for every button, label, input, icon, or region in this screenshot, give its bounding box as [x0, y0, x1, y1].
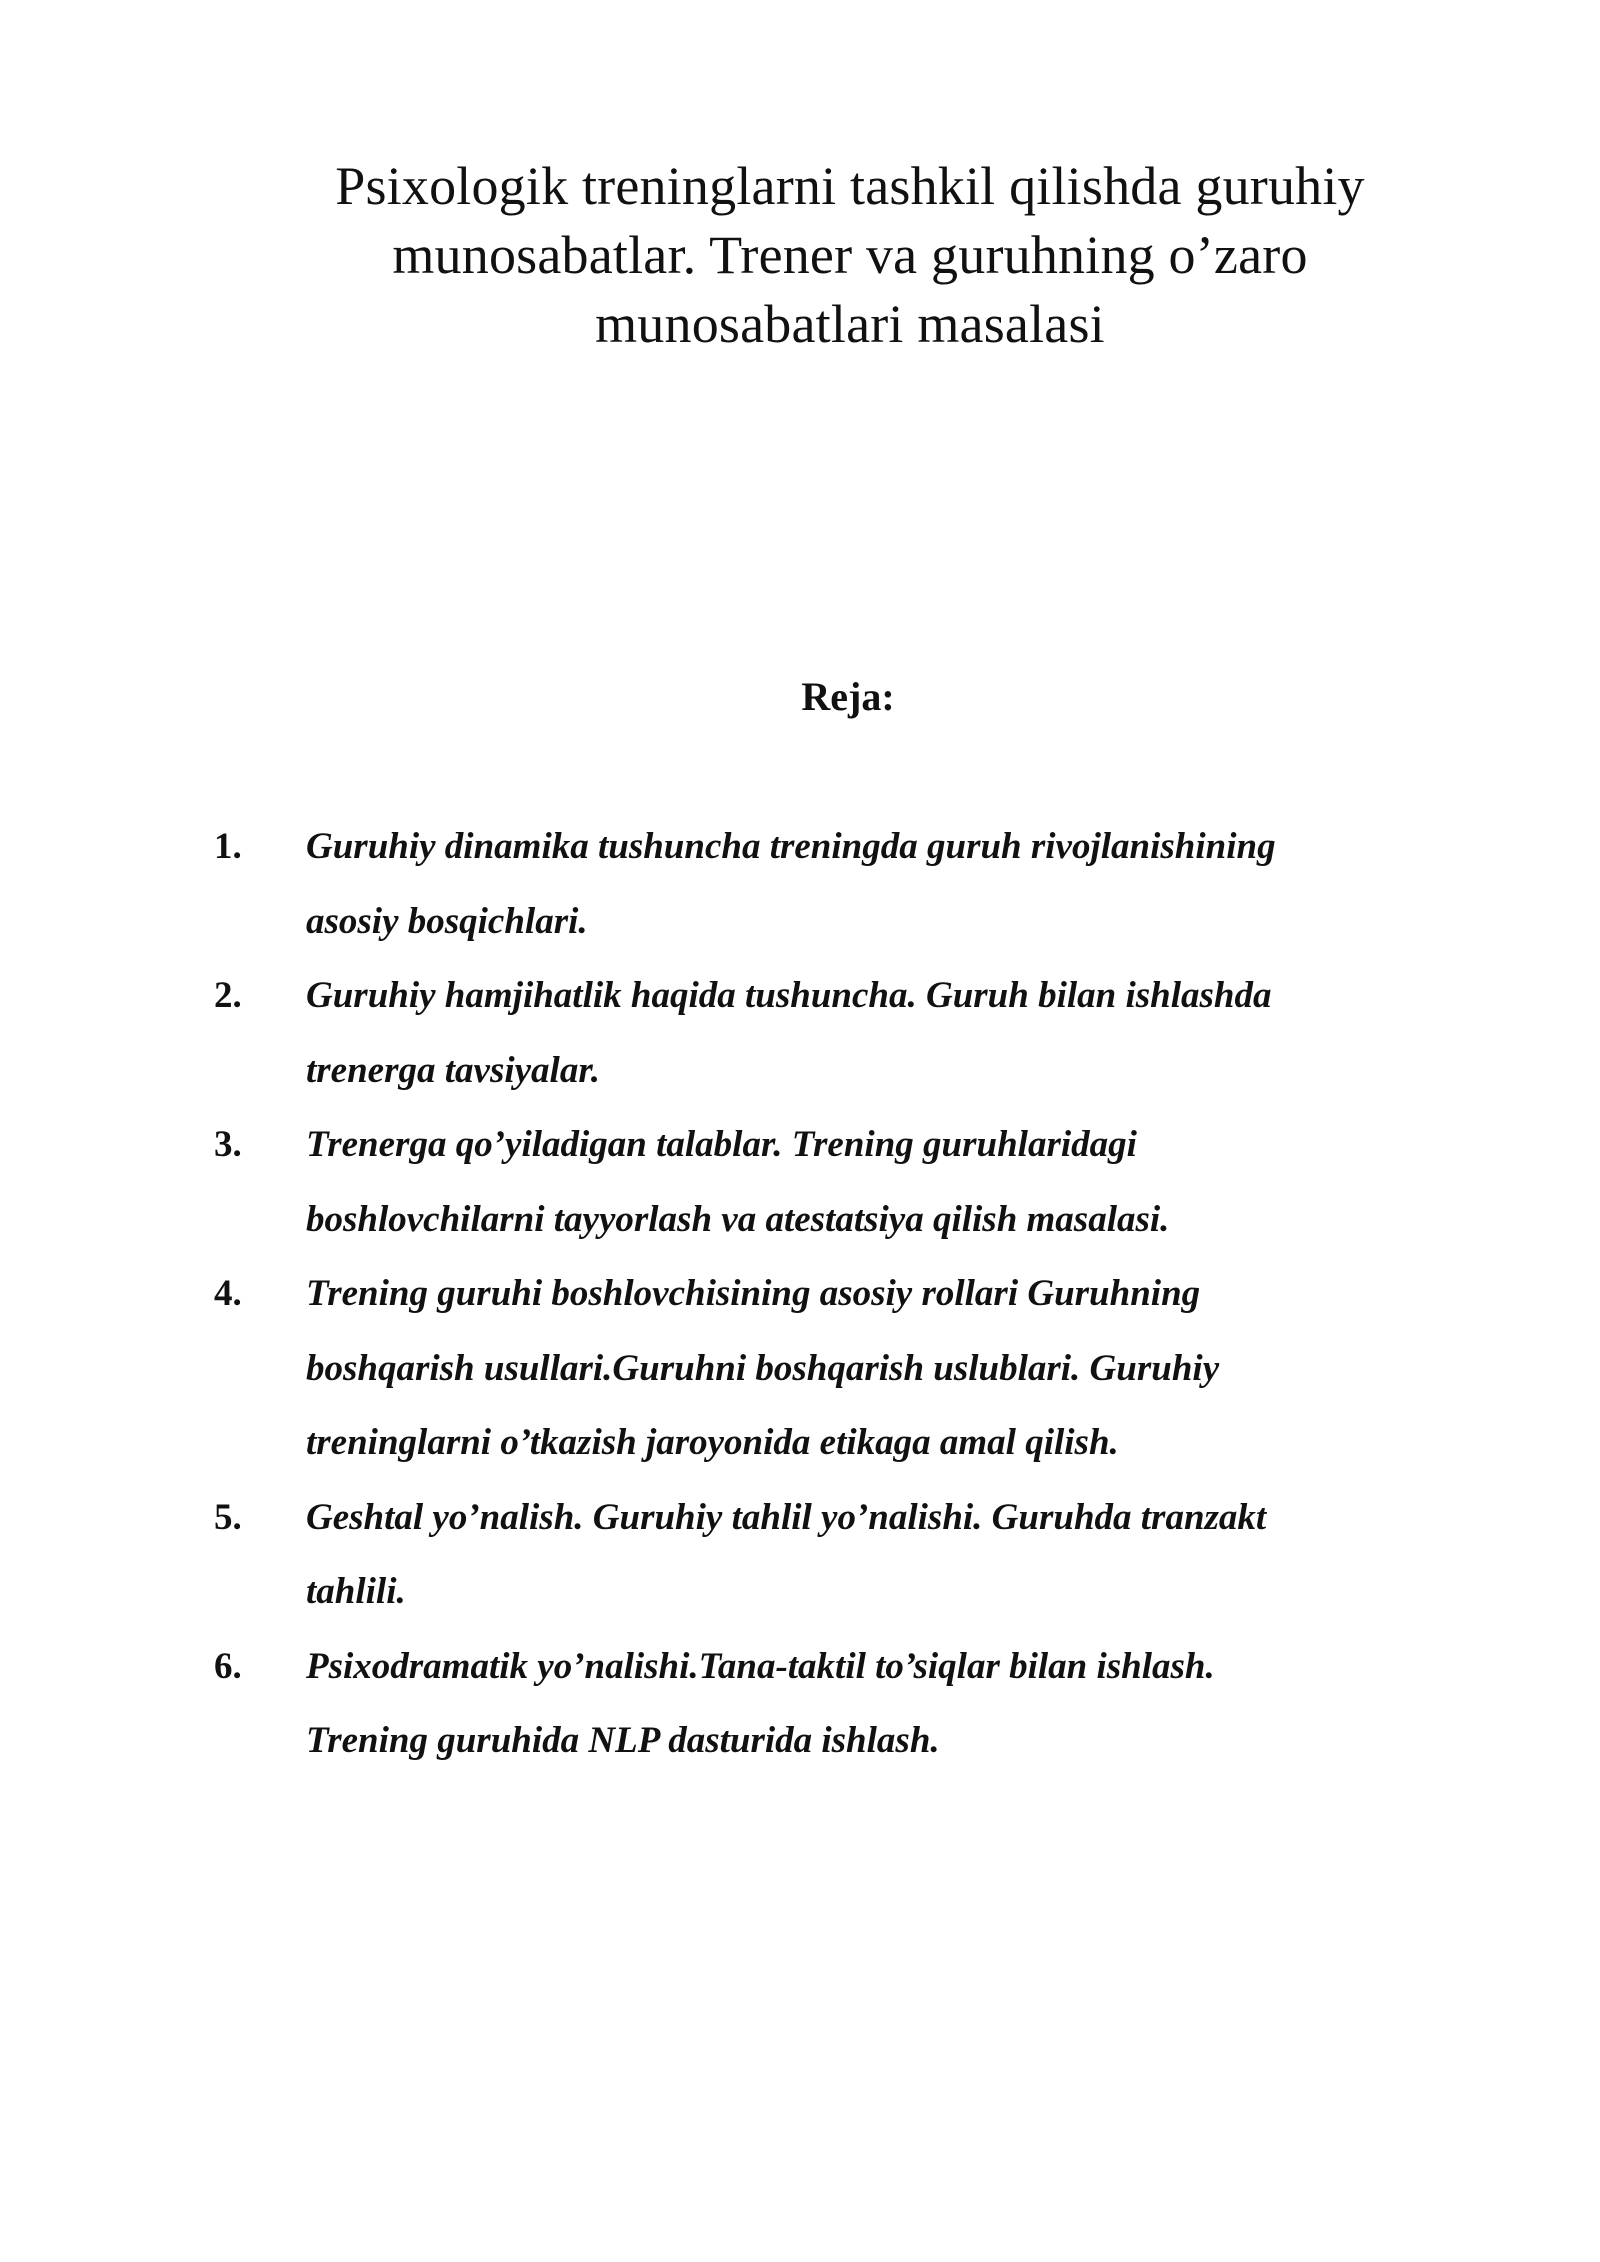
item-text-line: Trenerga qo’yiladigan talablar. Trening guruhlaridagi: [306, 1124, 1137, 1165]
item-text-line: asosiy bosqichlari.: [306, 900, 588, 942]
item-text-line: boshlovchilarni tayyorlash va atestatsiya qilish masalasi.: [306, 1198, 1170, 1240]
item-number: 4.: [214, 1273, 242, 1314]
item-text-line: boshqarish usullari.Guruhni boshqarish uslublari. Guruhiy: [306, 1347, 1220, 1389]
item-text-line: trenerga tavsiyalar.: [306, 1049, 600, 1091]
plan-heading: Reja:: [801, 674, 895, 719]
item-number: 2.: [214, 975, 242, 1016]
plan-item-4: [214, 1257, 1474, 1481]
item-text-line: Trening guruhi boshlovchisining asosiy rollari Guruhning: [306, 1273, 1201, 1314]
item-number: 3.: [214, 1124, 242, 1165]
item-number: 5.: [214, 1496, 242, 1538]
plan-item-5: [214, 1481, 1474, 1630]
plan-item-1: [214, 810, 1474, 959]
item-text-line: tahlili.: [306, 1571, 406, 1612]
document-title: [230, 152, 1470, 359]
item-text-line: Guruhiy dinamika tushuncha treningda guruh rivojlanishining: [306, 826, 1276, 867]
item-text-line: Trening guruhida NLP dasturida ishlash.: [306, 1720, 940, 1761]
title-line: munosabatlari masalasi: [595, 294, 1105, 354]
item-number: 6.: [214, 1645, 242, 1687]
item-text-line: Psixodramatik yo’nalishi.Tana-taktil to’siqlar bilan ishlash.: [306, 1645, 1215, 1687]
plan-item-3: [214, 1108, 1474, 1257]
title-line: munosabatlar. Trener va guruhning o’zaro: [392, 225, 1308, 285]
item-text-line: Guruhiy hamjihatlik haqida tushuncha. Guruh bilan ishlashda: [306, 975, 1272, 1016]
item-text-line: Geshtal yo’nalish. Guruhiy tahlil yo’nalishi. Guruhda tranzakt: [306, 1496, 1267, 1538]
plan-list: [214, 810, 1474, 1779]
plan-item-2: [214, 959, 1474, 1108]
plan-item-6: [214, 1630, 1474, 1779]
title-line: Psixologik treninglarni tashkil qilishda guruhiy: [335, 156, 1365, 216]
item-number: 1.: [214, 826, 242, 867]
item-text-line: treninglarni o’tkazish jaroyonida etikaga amal qilish.: [306, 1422, 1119, 1463]
